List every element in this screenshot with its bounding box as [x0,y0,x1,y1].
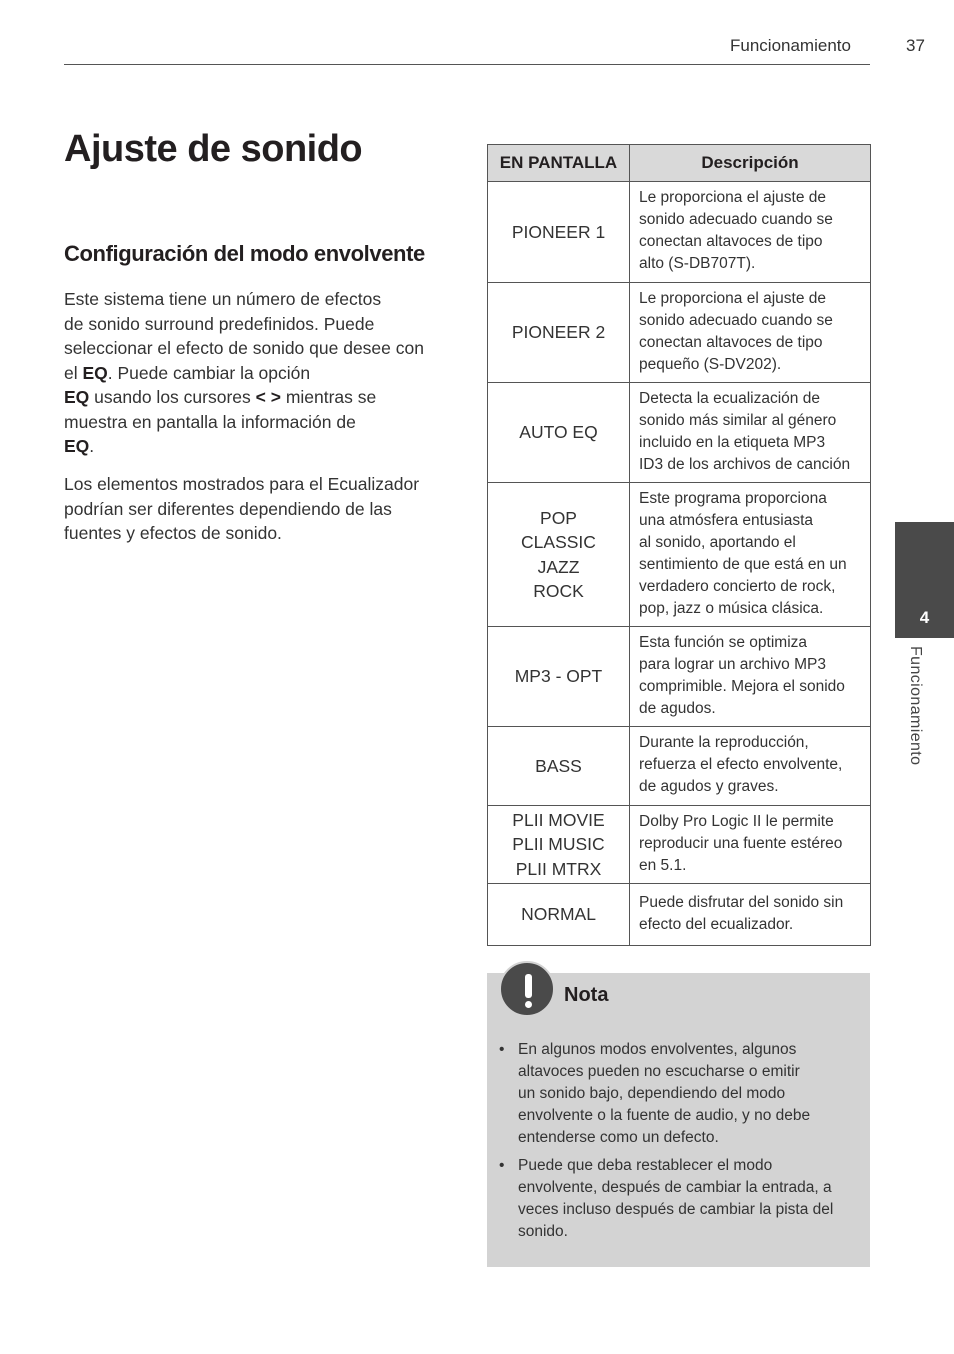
desc-line: sentimiento de que está en un [639,555,847,573]
text-run: . Puede cambiar la opción [107,362,311,383]
mode-name: BASS [535,755,582,776]
desc-line: conectan altavoces de tipo [639,333,823,351]
exclamation-icon [499,961,555,1017]
text-run: mientras se [280,387,377,407]
note-title: Nota [564,984,609,1006]
desc-line: sonido adecuado cuando se [639,211,833,228]
desc-line: pequeño (S-DV202). [639,355,782,373]
exclamation-dot [525,1001,532,1008]
cursor-keys: < > [255,387,281,407]
desc-line: de agudos. [639,699,716,717]
text-line: podrían ser diferentes dependiendo de las [64,498,392,519]
desc-line: alto (S-DB707T). [639,255,756,272]
description-cell [630,627,871,727]
note-line: altavoces pueden no escucharse o emitir [518,1063,800,1080]
eq-keyword: EQ [64,387,90,407]
desc-line: de agudos y graves. [639,778,779,795]
note-line: En algunos modos envolventes, algunos [518,1041,797,1058]
text-line: Los elementos mostrados para el Ecualizador [64,474,420,494]
desc-line: Detecta la ecualización de [639,389,820,407]
description-cell [630,383,871,483]
text-line [64,361,448,386]
text-run: usando los cursores [89,387,256,407]
screen-cell [488,627,630,727]
note-line: envolvente, después de cambiar la entrada, a [518,1179,832,1196]
desc-line: una atmósfera entusiasta [639,511,814,529]
table-row [488,182,871,283]
mode-name: PLII MTRX [515,858,602,879]
table-row [488,627,871,727]
mode-name: PIONEER 1 [511,221,606,242]
desc-line: incluido en la etiqueta MP3 [639,433,826,451]
table-row [488,383,871,483]
table-row [488,727,871,806]
chapter-label: Funcionamiento [907,646,924,766]
list-item [499,1039,859,1149]
screen-cell [488,383,630,483]
desc-line: Esta función se optimiza [639,633,808,651]
desc-line: al sonido, aportando el [639,533,796,551]
screen-cell [488,182,630,283]
header-divider [64,64,870,65]
desc-line: reproducir una fuente estéreo [639,834,843,852]
desc-line: sonido más similar al género [639,411,837,429]
description-cell [630,182,871,283]
items-paragraph [64,472,448,546]
description-cell [630,806,871,884]
running-header-section: Funcionamiento [730,36,851,55]
mode-name: JAZZ [537,556,580,577]
desc-line: en 5.1. [639,856,687,874]
screen-cell [488,806,630,884]
note-line: sonido. [518,1223,568,1240]
mode-name: POP [540,507,577,528]
description-cell [630,483,871,627]
mode-name: PLII MOVIE [512,809,605,830]
eq-keyword: EQ [82,362,108,383]
mode-name: AUTO EQ [519,422,598,443]
text-line: seleccionar el efecto de sonido que desee con [64,338,424,358]
text-line: fuentes y efectos de sonido. [64,523,282,543]
desc-line: pop, jazz o música clásica. [639,599,824,617]
table-row [488,283,871,383]
column-header-description: Descripción [630,145,871,182]
bullet: • [499,1041,505,1058]
table-row [488,806,871,884]
desc-line: conectan altavoces de tipo [639,233,823,250]
mode-name: PIONEER 2 [511,322,606,343]
table-header-row [488,145,871,182]
desc-line: ID3 de los archivos de canción [639,455,851,473]
eq-modes-table [487,144,871,946]
description-cell [630,884,871,946]
desc-line: Dolby Pro Logic II le permite [639,812,834,830]
text-line [64,434,448,459]
desc-line: Durante la reproducción, [639,734,809,751]
desc-line: sonido adecuado cuando se [639,311,833,329]
text-run: el [64,362,83,383]
column-header-screen: EN PANTALLA [488,145,630,182]
screen-cell [488,727,630,806]
subsection-title: Configuración del modo envolvente [64,241,425,266]
note-line: envolvente o la fuente de audio, y no debe [518,1107,811,1124]
screen-cell [488,884,630,946]
table-row [488,483,871,627]
mode-name: MP3 - OPT [514,666,603,687]
mode-name: NORMAL [521,904,596,925]
intro-paragraph [64,287,448,459]
note-line: entenderse como un defecto. [518,1129,719,1146]
desc-line: Le proporciona el ajuste de [639,289,826,307]
page-title: Ajuste de sonido [64,128,363,170]
desc-line: para lograr un archivo MP3 [639,655,826,673]
note-line: un sonido bajo, dependiendo del modo [518,1085,786,1102]
desc-line: verdadero concierto de rock, [639,577,836,595]
note-box [487,973,870,1267]
desc-line: efecto del ecualizador. [639,915,794,933]
desc-line: refuerza el efecto envolvente, [639,756,843,773]
desc-line: comprimible. Mejora el sonido [639,677,845,695]
description-cell [630,283,871,383]
exclamation-bar [525,974,532,998]
text-line: muestra en pantalla la información de [64,411,356,432]
mode-name: CLASSIC [521,532,596,552]
table-row [488,884,871,946]
desc-line: Le proporciona el ajuste de [639,189,826,206]
text-run: . [89,436,95,456]
desc-line: Puede disfrutar del sonido sin [639,893,844,911]
list-item [499,1155,859,1243]
screen-cell [488,483,630,627]
mode-name: ROCK [533,581,584,601]
description-cell [630,727,871,806]
bullet: • [499,1157,505,1174]
screen-cell [488,283,630,383]
chapter-number: 4 [919,608,930,627]
page-number: 37 [906,36,925,55]
desc-line: Este programa proporciona [639,489,827,507]
text-line: Este sistema tiene un número de efectos [64,289,382,309]
text-line [64,385,448,410]
note-line: Puede que deba restablecer el modo [518,1157,773,1174]
eq-keyword: EQ [64,436,90,456]
text-line: de sonido surround predefinidos. Puede [64,313,375,334]
note-line: veces incluso después de cambiar la pista del [518,1201,834,1218]
note-list [499,1039,859,1249]
mode-name: PLII MUSIC [512,834,605,855]
